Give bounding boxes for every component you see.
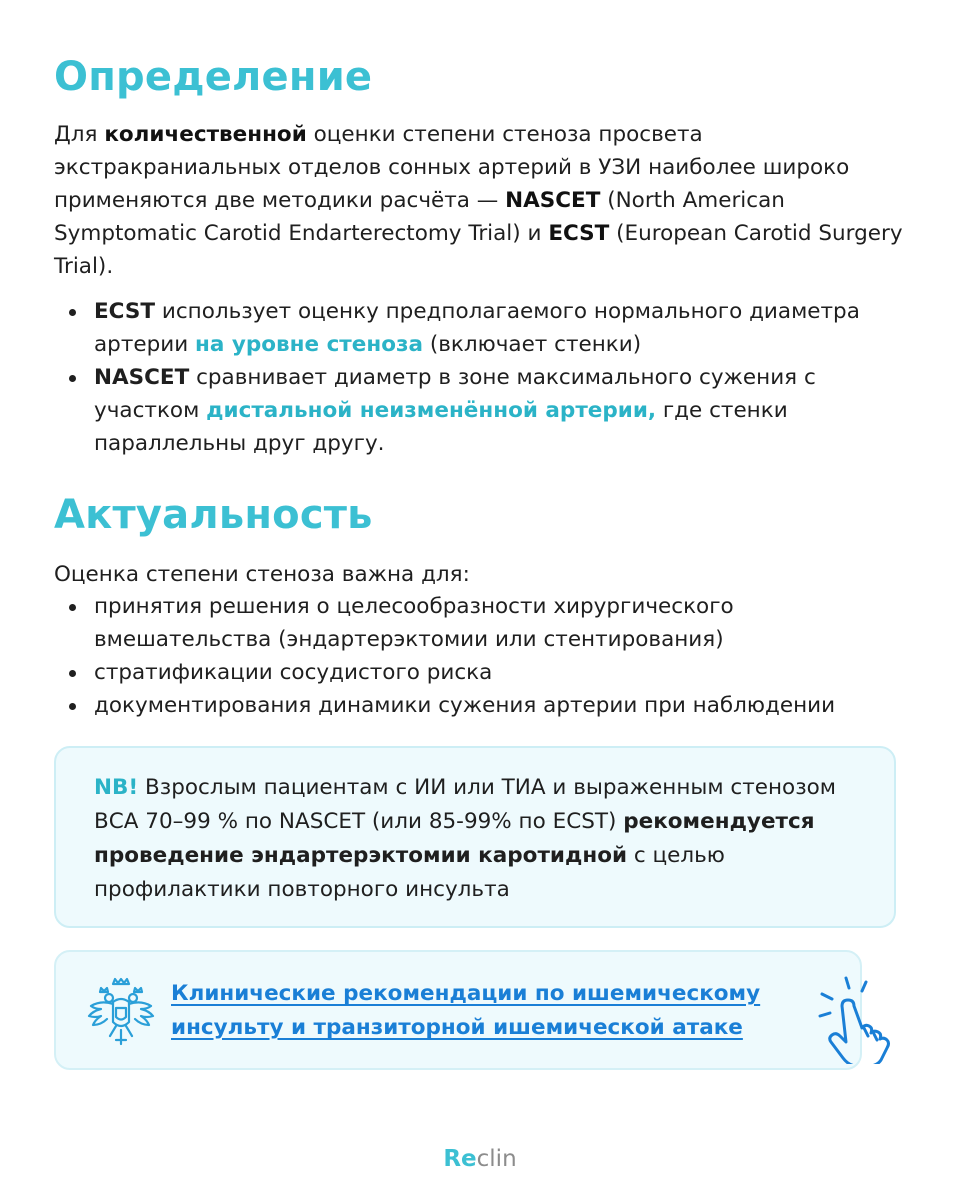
nb-callout xyxy=(54,746,896,928)
bullet-text: использует оценку предполагаемого нормального диаметра артерии xyxy=(94,299,860,357)
bullet-text: (включает стенки) xyxy=(422,332,642,357)
emblem-icon xyxy=(86,974,156,1050)
footer-logo xyxy=(0,1146,960,1172)
bullet-text: где стенки параллельны друг другу. xyxy=(94,398,788,456)
nb-bold-recommendation: рекомендуется проведение эндартерэктомии каротидной xyxy=(94,809,815,868)
logo-accent: Re xyxy=(443,1146,477,1172)
bullet-bold: ECST xyxy=(94,299,156,324)
list-item-ecst xyxy=(66,295,896,361)
nb-text xyxy=(94,771,874,907)
pointing-hand-icon xyxy=(812,972,904,1064)
nb-text-1: Взрослым пациентам с ИИ или ТИА и выраженным стенозом ВСА 70–99 % по NASCET (или 85-99% по ECST) xyxy=(94,775,837,834)
bullet-bold: NASCET xyxy=(94,365,190,390)
list-item: принятия решения о целесообразности хирургического вмешательства (эндартерэктомии или стентирования) xyxy=(66,590,896,656)
definition-title: Определение xyxy=(54,54,373,100)
bullet-text: сравнивает диаметр в зоне максимального сужения с участком xyxy=(94,365,816,423)
relevance-list xyxy=(66,590,896,722)
intro-bold-quantitative: количественной xyxy=(104,122,307,147)
guideline-link[interactable]: Клинические рекомендации по ишемическому инсульту и транзиторной ишемической атаке xyxy=(171,981,761,1040)
intro-bold-nascet: NASCET xyxy=(505,188,601,213)
relevance-lead: Оценка степени стеноза важна для: xyxy=(54,562,470,587)
intro-text-1: Для xyxy=(54,122,105,147)
logo-rest: clin xyxy=(476,1146,517,1172)
relevance-title: Актуальность xyxy=(54,492,373,538)
list-item-nascet xyxy=(66,361,896,460)
bullet-accent: на уровне стеноза xyxy=(195,332,423,357)
definition-intro xyxy=(54,118,904,283)
guideline-link-card[interactable] xyxy=(54,950,862,1070)
intro-text-3: (North American Symptomatic Carotid Endarterectomy Trial) и xyxy=(54,188,785,246)
list-item: документирования динамики сужения артерии при наблюдении xyxy=(66,689,896,722)
intro-text-4: (European Carotid Surgery Trial). xyxy=(54,221,903,279)
intro-bold-ecst: ECST xyxy=(548,221,610,246)
bullet-accent: дистальной неизменённой артерии, xyxy=(206,398,657,423)
definition-bullet-list xyxy=(66,295,896,460)
list-item: стратификации сосудистого риска xyxy=(66,656,896,689)
nb-text-2: с целью профилактики повторного инсульта xyxy=(94,843,725,902)
intro-text-2: оценки степени стеноза просвета экстракраниальных отделов сонных артерий в УЗИ наиболее широко применяются две методики расчёта — xyxy=(54,122,850,213)
nb-label: NB! xyxy=(94,775,139,800)
